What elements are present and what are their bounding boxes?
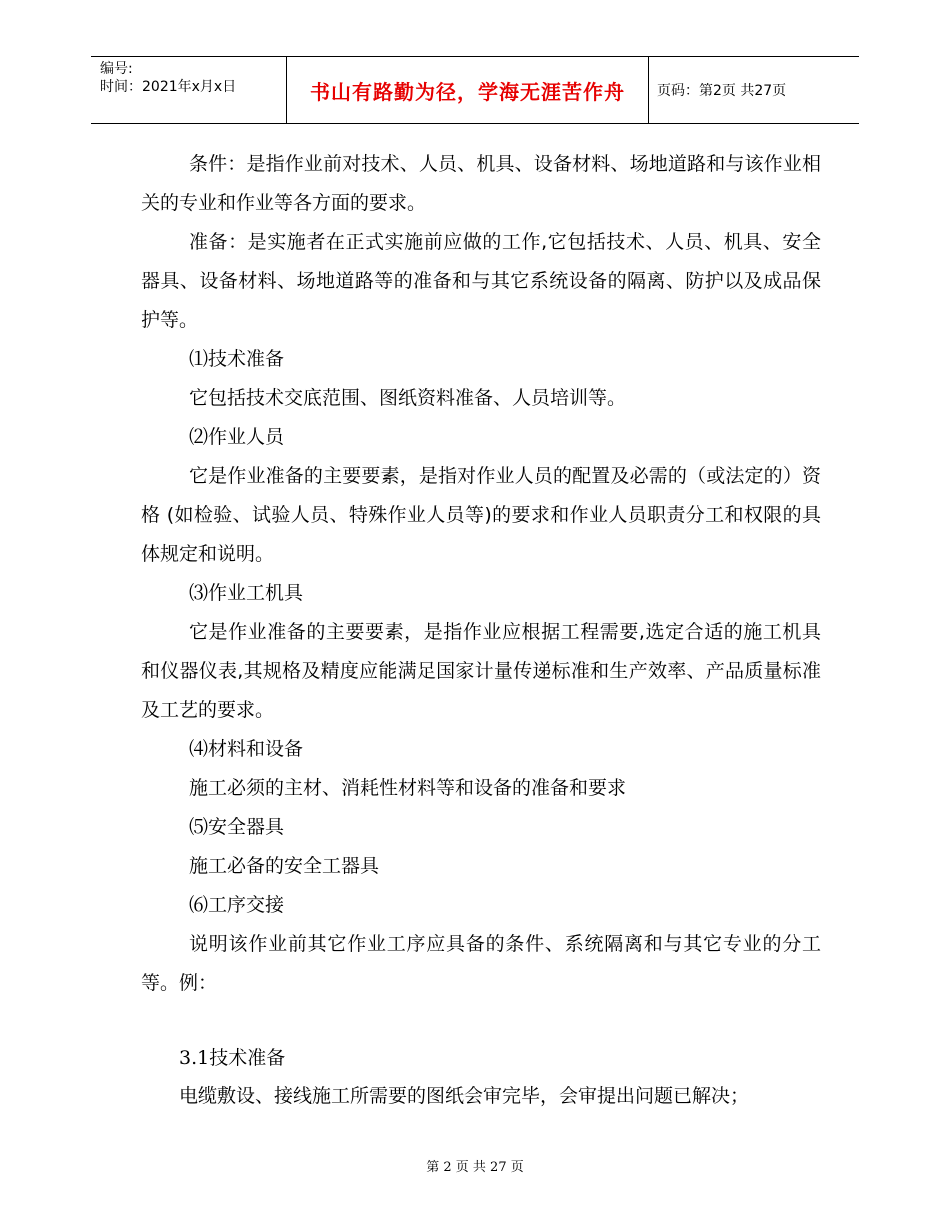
serial-number-label: 编号:	[100, 61, 133, 77]
paragraph-tools: 它是作业准备的主要要素，是指作业应根据工程需要,选定合适的施工机具和仪器仪表,其规格及精度应能满足国家计量传递标准和生产效率、产品质量标准及工艺的要求。	[141, 621, 821, 721]
date-label: 时间：2021年x月x日	[100, 79, 237, 95]
header-meta-cell	[91, 57, 287, 123]
header-motto: 书山有路勤为径，学海无涯苦作舟	[287, 57, 649, 123]
document-header	[91, 56, 859, 124]
section-heading-personnel: ⑵作业人员	[189, 426, 285, 448]
page-footer: 第 2 页 共 27 页	[426, 1160, 524, 1175]
paragraph-safety: 施工必备的安全工器具	[189, 855, 380, 877]
paragraph-personnel: 它是作业准备的主要要素，是指对作业人员的配置及必需的（或法定的）资格 (如检验、试验人员、特殊作业人员等)的要求和作业人员职责分工和权限的具体规定和说明。	[141, 465, 821, 565]
paragraph-preparation: 准备：是实施者在正式实施前应做的工作,它包括技术、人员、机具、安全器具、设备材料、场地道路等的准备和与其它系统设备的隔离、防护以及成品保护等。	[141, 231, 821, 331]
example-section	[141, 1039, 841, 1115]
document-body	[141, 145, 821, 1003]
paragraph-conditions: 条件：是指作业前对技术、人员、机具、设备材料、场地道路和与该作业相关的专业和作业等各方面的要求。	[141, 153, 821, 214]
example-text: 电缆敷设、接线施工所需要的图纸会审完毕，会审提出问题已解决；	[179, 1085, 750, 1107]
header-page-info: 页码：第2页 共27页	[657, 83, 787, 99]
section-heading-safety: ⑸安全器具	[189, 816, 285, 838]
section-heading-tools: ⑶作业工机具	[189, 582, 304, 604]
example-heading: 3.1技术准备	[179, 1047, 286, 1069]
paragraph-handover: 说明该作业前其它作业工序应具备的条件、系统隔离和与其它专业的分工等。例：	[141, 933, 821, 994]
paragraph-materials: 施工必须的主材、消耗性材料等和设备的准备和要求	[189, 777, 627, 799]
section-heading-technical-prep: ⑴技术准备	[189, 348, 285, 370]
section-heading-materials: ⑷材料和设备	[189, 738, 304, 760]
paragraph-technical-prep: 它包括技术交底范围、图纸资料准备、人员培训等。	[189, 387, 627, 409]
section-heading-handover: ⑹工序交接	[189, 894, 285, 916]
